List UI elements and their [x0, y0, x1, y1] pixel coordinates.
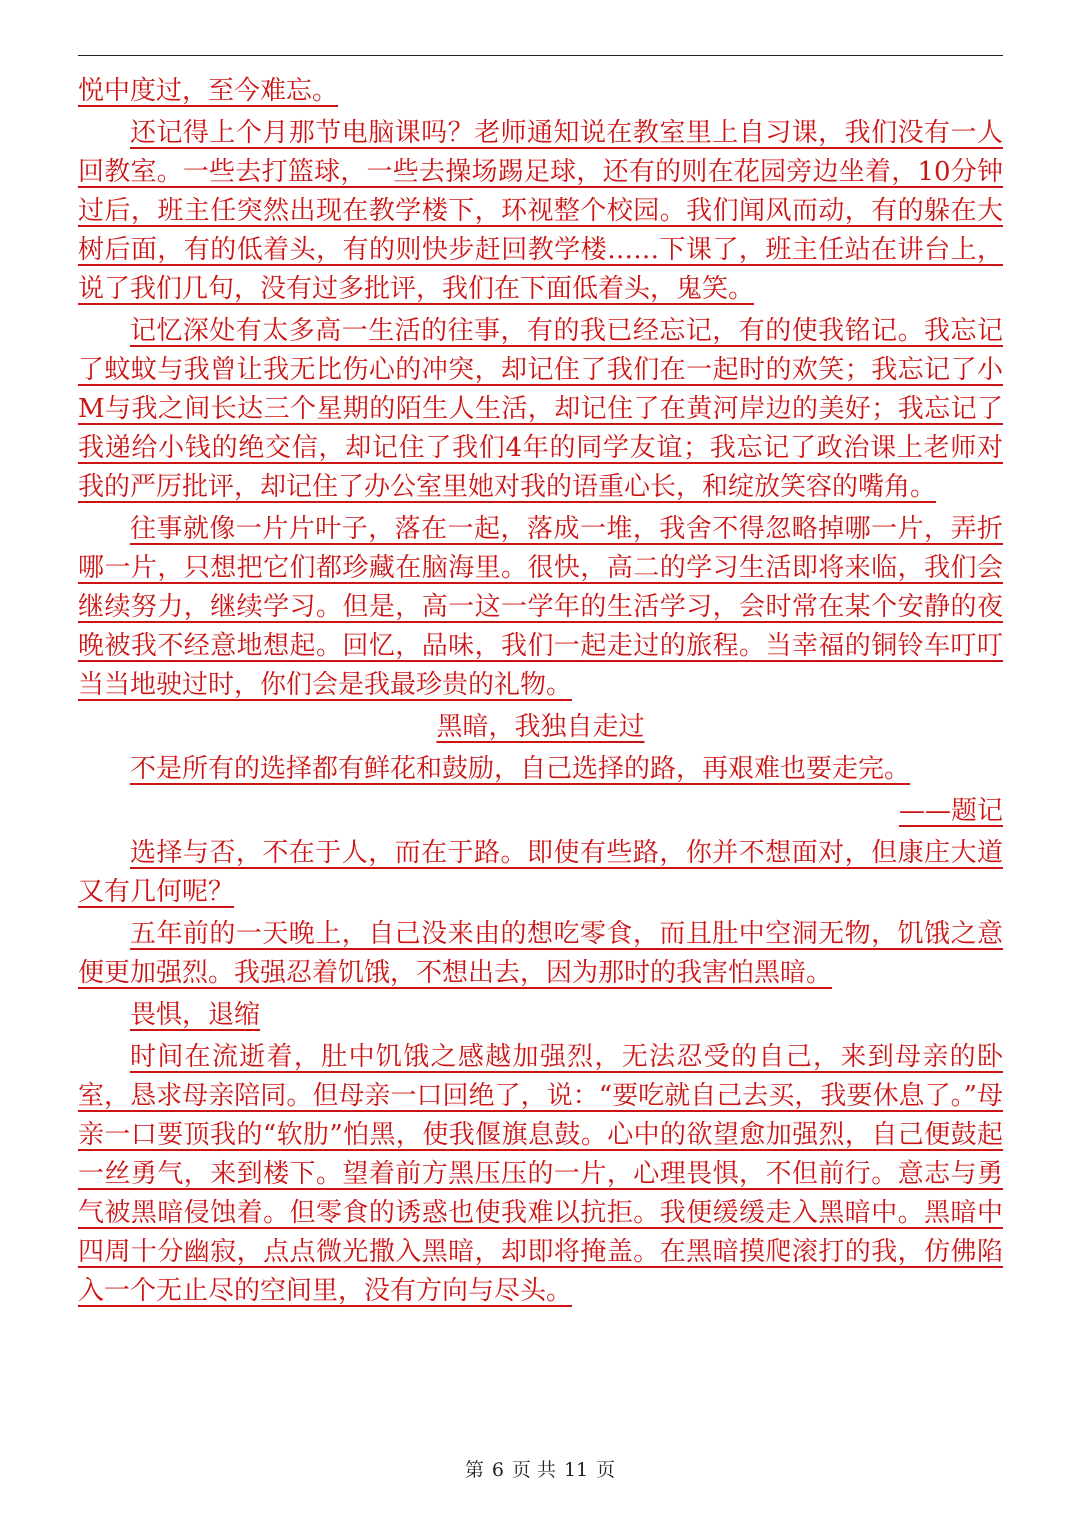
- essay-title-text: 黑暗，我独自走过: [436, 712, 645, 742]
- epigraph-signature: [78, 792, 1003, 831]
- footer-middle: 页 共: [511, 1459, 556, 1481]
- epigraph-signature-text: ——题记: [898, 796, 1003, 826]
- footer-page-number: 6: [491, 1459, 504, 1481]
- paragraph-text: 记忆深处有太多高一生活的往事，有的我已经忘记，有的使我铭记。我忘记了蚊蚊与我曾让我无比伤心的冲突，却记住了我们在一起时的欢笑；我忘记了小M与我之间长达三个星期的陌生人生活，却记住了在黄河岸边的美好；我忘记了我递给小钱的绝交信，却记住了我们4年的同学友谊；我忘记了政治课上老师对我的严厉批评，却记住了办公室里她对我的语重心长，和绽放笑容的嘴角。: [78, 316, 1003, 502]
- essay-title: [78, 708, 1003, 747]
- paragraph-text: 选择与否，不在于人，而在于路。即使有些路，你并不想面对，但康庄大道又有几何呢？: [78, 838, 1003, 907]
- page-footer: [0, 1455, 1080, 1482]
- paragraph-text: 畏惧，退缩: [130, 1000, 261, 1030]
- paragraph-five-years-ago: [78, 915, 1003, 993]
- paragraph-text: 悦中度过，至今难忘。: [78, 76, 339, 106]
- document-body: [78, 72, 1003, 1314]
- paragraph-leaves: [78, 510, 1003, 705]
- paragraph-text: 还记得上个月那节电脑课吗？老师通知说在教室里上自习课，我们没有一人回教室。一些去打篮球，一些去操场踢足球，还有的则在花园旁边坐着，10分钟过后，班主任突然出现在教学楼下，环视整个校园。我们闻风而动，有的躲在大树后面，有的低着头，有的则快步赶回教学楼……下课了，班主任站在讲台上，说了我们几句，没有过多批评，我们在下面低着头，鬼笑。: [78, 118, 1003, 304]
- section-heading-fear: [78, 996, 1003, 1035]
- paragraph-computer-class: [78, 114, 1003, 309]
- footer-suffix: 页: [596, 1459, 616, 1481]
- paragraph-continuation: [78, 72, 1003, 111]
- paragraph-darkness: [78, 1038, 1003, 1311]
- paragraph-text: 五年前的一天晚上，自己没来由的想吃零食，而且肚中空洞无物，饥饿之意便更加强烈。我强忍着饥饿，不想出去，因为那时的我害怕黑暗。: [78, 919, 1003, 988]
- paragraph-text: 时间在流逝着，肚中饥饿之感越加强烈，无法忍受的自己，来到母亲的卧室，恳求母亲陪同。但母亲一口回绝了，说：“要吃就自己去买，我要休息了。”母亲一口要顶我的“软肋”怕黑，使我偃旗息鼓。心中的欲望愈加强烈，自己便鼓起一丝勇气，来到楼下。望着前方黑压压的一片，心理畏惧，不但前行。意志与勇气被黑暗侵蚀着。但零食的诱惑也使我难以抗拒。我便缓缓走入黑暗中。黑暗中四周十分幽寂，点点微光撒入黑暗，却即将掩盖。在黑暗摸爬滚打的我，仿佛陷入一个无止尽的空间里，没有方向与尽头。: [78, 1042, 1003, 1306]
- paragraph-memories: [78, 312, 1003, 507]
- epigraph: [78, 750, 1003, 789]
- epigraph-text: 不是所有的选择都有鲜花和鼓励，自己选择的路，再艰难也要走完。: [130, 754, 911, 784]
- paragraph-choice: [78, 834, 1003, 912]
- footer-prefix: 第: [464, 1459, 484, 1481]
- header-rule: [78, 55, 1003, 56]
- paragraph-text: 往事就像一片片叶子，落在一起，落成一堆，我舍不得忽略掉哪一片，弄折哪一片，只想把它们都珍藏在脑海里。很快，高二的学习生活即将来临，我们会继续努力，继续学习。但是，高一这一学年的生活学习，会时常在某个安静的夜晚被我不经意地想起。回忆，品味，我们一起走过的旅程。当幸福的铜铃车叮叮当当地驶过时，你们会是我最珍贵的礼物。: [78, 514, 1003, 700]
- footer-total-pages: 11: [563, 1459, 589, 1481]
